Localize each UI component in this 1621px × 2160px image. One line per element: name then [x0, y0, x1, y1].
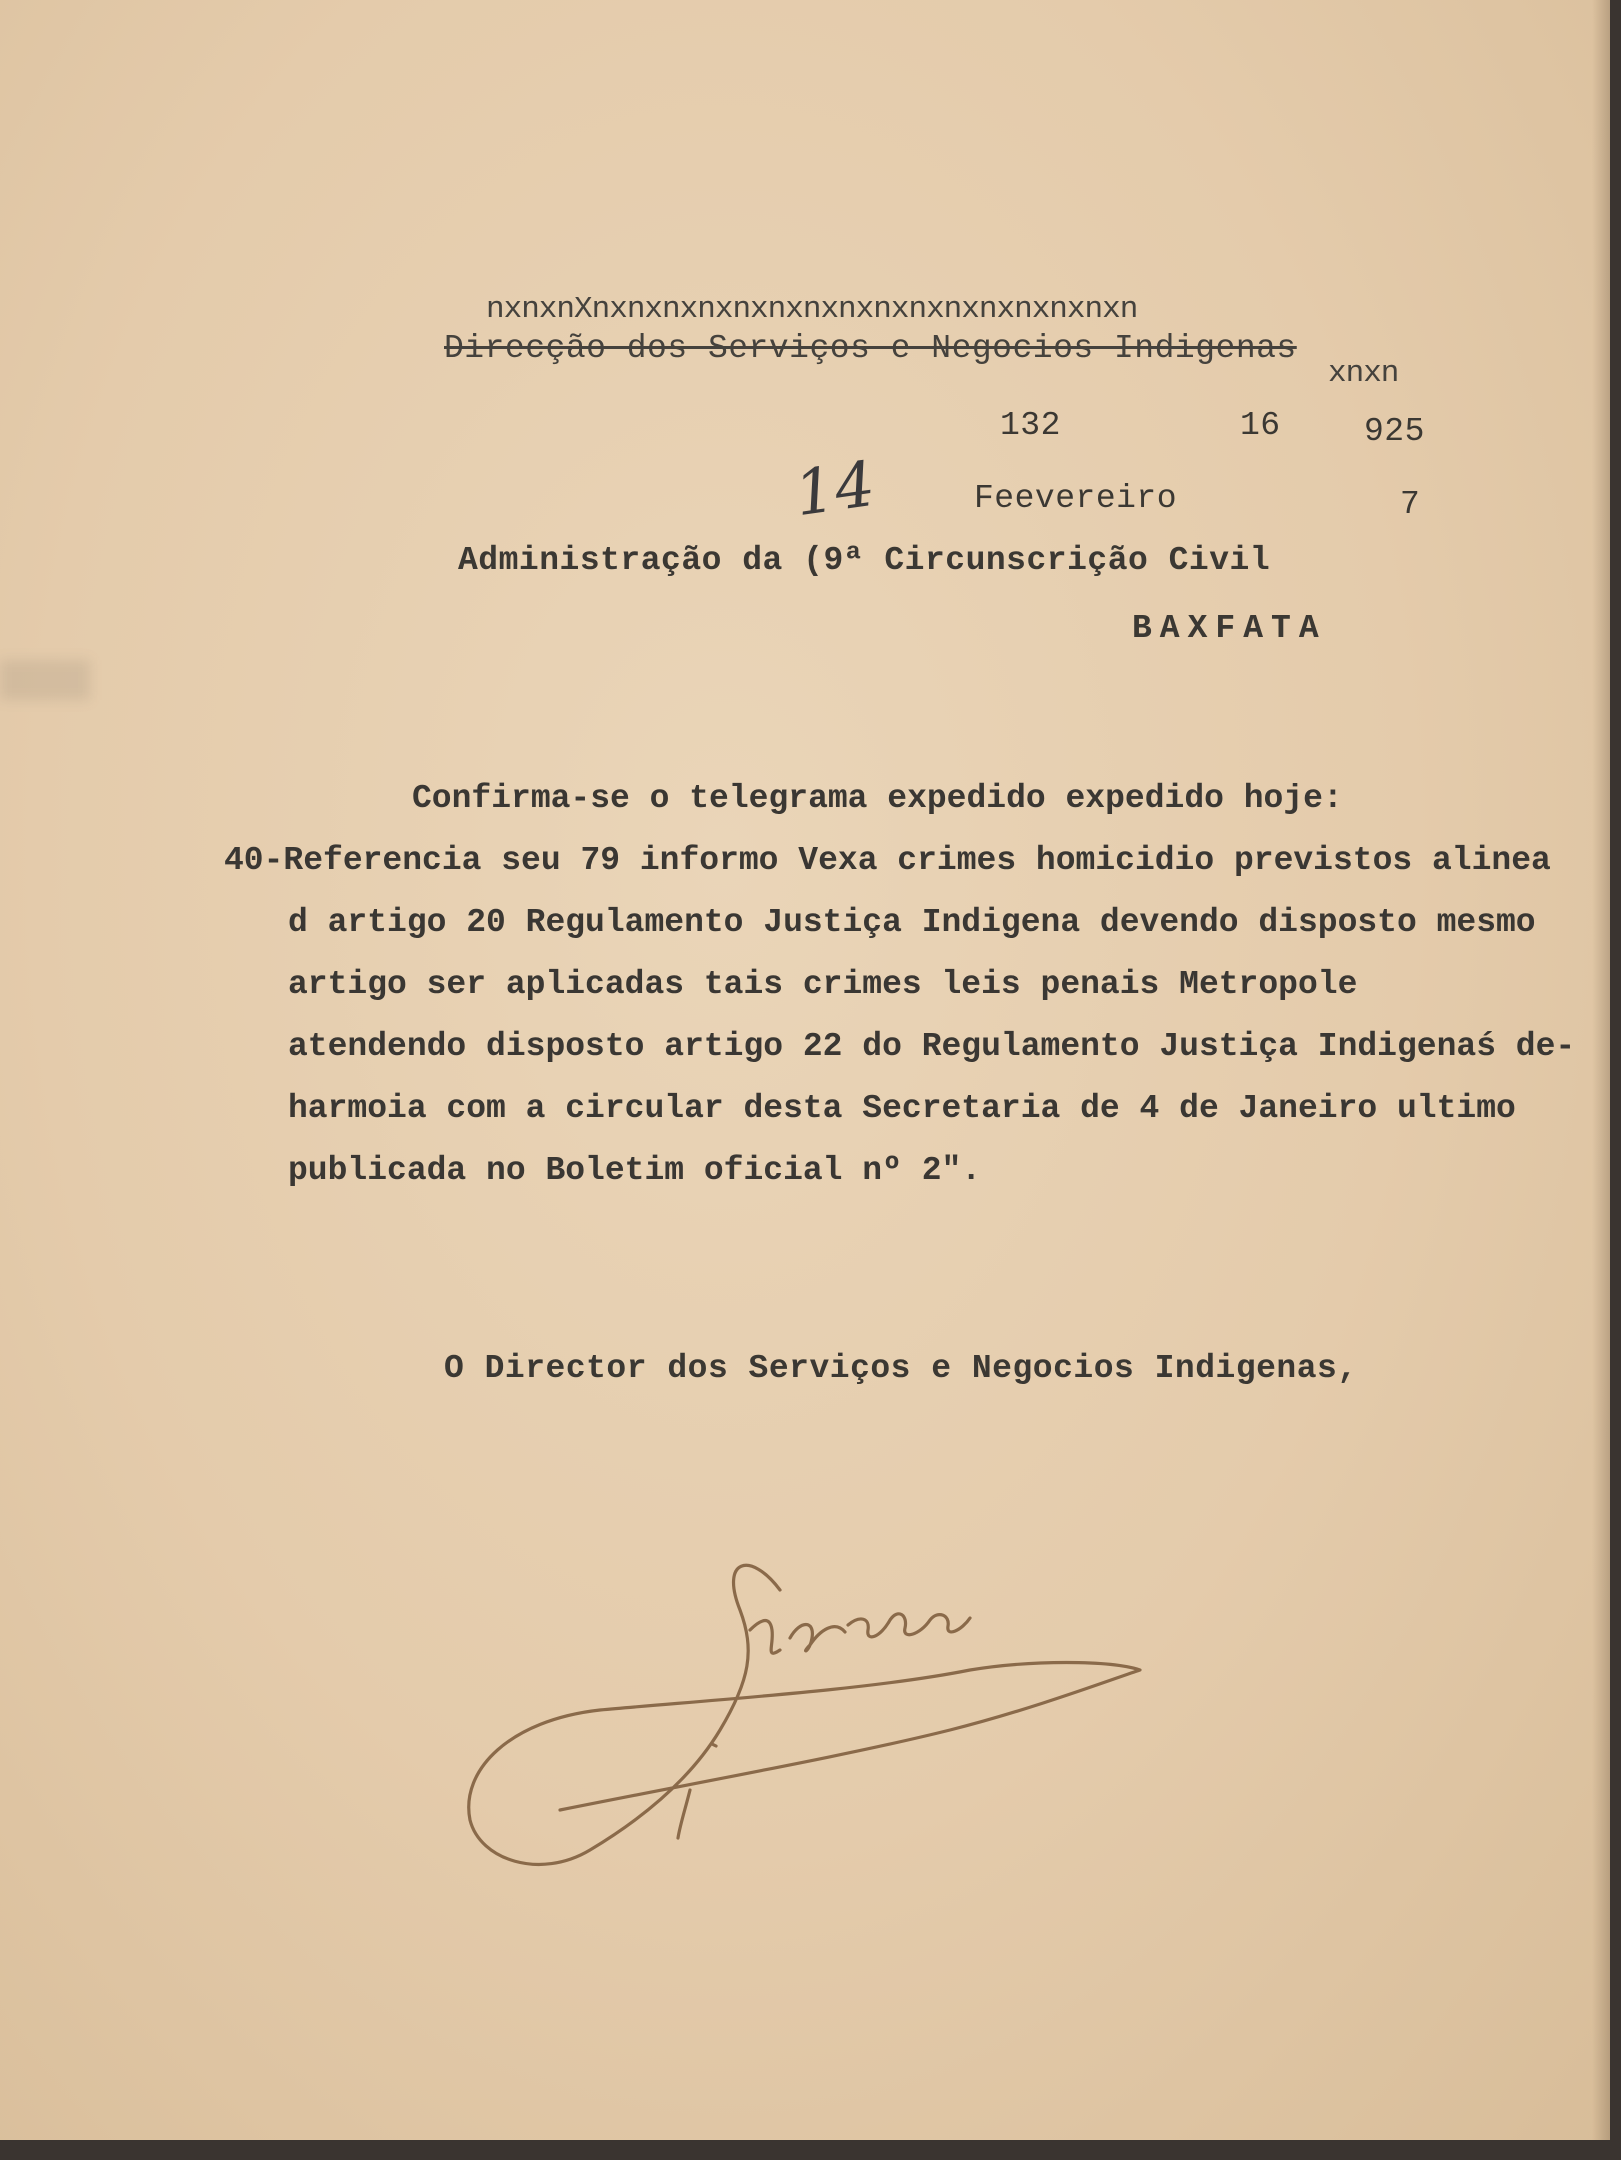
- date-month: Feevereiro: [974, 480, 1178, 517]
- typed-x-line-top: nxnxnXnxnxnxnxnxnxnxnxnxnxnxnxnxnxnxn: [486, 292, 1138, 327]
- body-line: Confirma-se o telegrama expedido expedido hoje:: [412, 780, 1343, 817]
- reference-year: 925: [1364, 413, 1425, 450]
- department-heading-struck: Direcção dos Serviços e Negocios Indigenas: [444, 330, 1297, 367]
- date-number: 7: [1400, 486, 1421, 523]
- addressee-city: BAXFATA: [1132, 610, 1327, 647]
- body-line: 40-Referencia seu 79 informo Vexa crimes homicidio previstos alinea: [224, 842, 1551, 879]
- body-line: artigo ser aplicadas tais crimes leis penais Metropole: [288, 966, 1358, 1003]
- body-line: atendendo disposto artigo 22 do Regulamento Justiça Indigenaś de-: [288, 1028, 1576, 1065]
- body-line: harmoia com a circular desta Secretaria de 4 de Janeiro ultimo: [288, 1090, 1516, 1127]
- typed-x-line-bottom: xnxn: [1328, 356, 1399, 391]
- reference-day: 16: [1240, 407, 1281, 444]
- body-line: publicada no Boletim oficial nº 2".: [288, 1152, 982, 1189]
- handwritten-signature: [450, 1520, 1170, 1900]
- body-line: d artigo 20 Regulamento Justiça Indigena devendo disposto mesmo: [288, 904, 1536, 941]
- body-text: [224, 768, 1608, 1202]
- addressee-office: Administração da (9ª Circunscrição Civil: [458, 542, 1271, 579]
- reference-number: 132: [1000, 407, 1061, 444]
- handwritten-day: 14: [790, 446, 880, 531]
- margin-smudge: [0, 660, 90, 700]
- signoff-title: O Director dos Serviços e Negocios Indigenas,: [444, 1350, 1358, 1387]
